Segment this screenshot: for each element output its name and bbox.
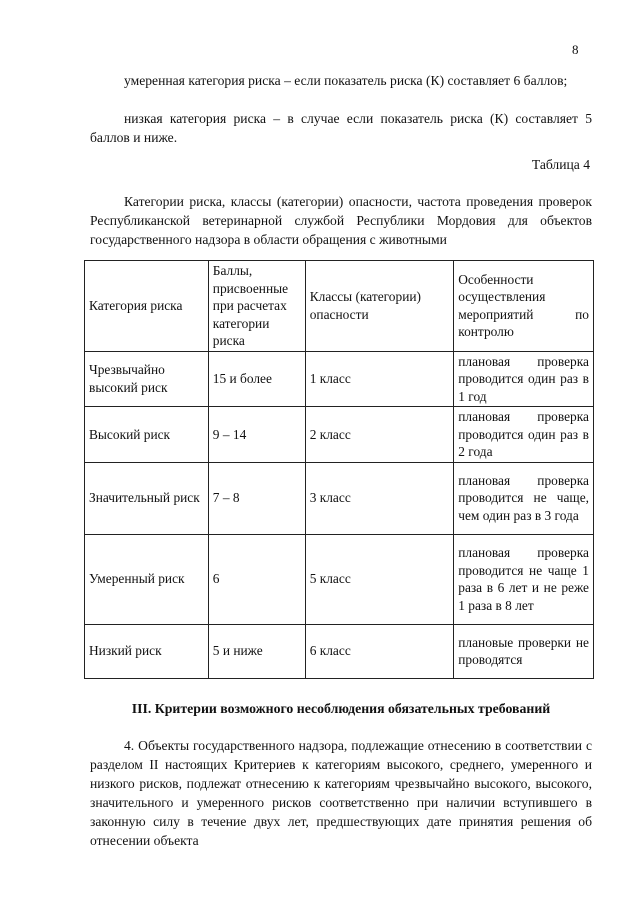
- risk-points-cell: 15 и более: [208, 351, 305, 407]
- risk-category-cell: Умеренный риск: [85, 534, 209, 624]
- table-header-row: [85, 261, 594, 352]
- hazard-class-cell: 3 класс: [305, 462, 454, 534]
- hazard-class-cell: 1 класс: [305, 351, 454, 407]
- header-cell: Баллы, присвоенные при расчетах категории риска: [208, 261, 305, 352]
- risk-category-cell: Значительный риск: [85, 462, 209, 534]
- table-row: [85, 534, 594, 624]
- hazard-class-cell: 5 класс: [305, 534, 454, 624]
- risk-points-cell: 5 и ниже: [208, 624, 305, 678]
- paragraph-4: 4. Объекты государственного надзора, подлежащие отнесению в соответствии с разделом II настоящих Критериев к категориям высокого, среднего, умеренного и низкого рисков, подлежат отнесению к категориям чрезвычайно высокого, высокого, значительного и умеренного рисков соответственно при наличии вступившего в законную силу в течение двух лет, предшествующих дате принятия решения об отнесении объекта: [90, 738, 592, 848]
- inspection-feature-cell: плановая проверка проводится не чаще, чем один раз в 3 года: [454, 462, 594, 534]
- inspection-feature-cell: плановые проверки не проводятся: [454, 624, 594, 678]
- inspection-feature-cell: плановая проверка проводится один раз в 1 год: [454, 351, 594, 407]
- header-cell: Особенности осуществления мероприятий по контролю: [454, 261, 594, 352]
- hazard-class-cell: 6 класс: [305, 624, 454, 678]
- risk-points-cell: 6: [208, 534, 305, 624]
- risk-table: [84, 260, 594, 679]
- hazard-class-cell: 2 класс: [305, 407, 454, 463]
- inspection-feature-cell: плановая проверка проводится один раз в 2 года: [454, 407, 594, 463]
- risk-category-cell: Чрезвычайно высокий риск: [85, 351, 209, 407]
- table-label: Таблица 4: [531, 157, 590, 172]
- table-row: [85, 351, 594, 407]
- risk-category-cell: Высокий риск: [85, 407, 209, 463]
- risk-points-cell: 7 – 8: [208, 462, 305, 534]
- risk-points-cell: 9 – 14: [208, 407, 305, 463]
- table-caption: Категории риска, классы (категории) опасности, частота проведения проверок Республиканской ветеринарной службой Республики Мордовия для объектов государственного надзора в области обращения с животными: [90, 194, 592, 247]
- table-row: [85, 462, 594, 534]
- paragraph-moderate-risk: умеренная категория риска – если показатель риска (К) составляет 6 баллов;: [124, 73, 568, 88]
- page-number: 8: [572, 42, 579, 57]
- header-cell: Классы (категории) опасности: [305, 261, 454, 352]
- risk-category-cell: Низкий риск: [85, 624, 209, 678]
- table-row: [85, 624, 594, 678]
- paragraph-low-risk: низкая категория риска – в случае если показатель риска (К) составляет 5 баллов и ниже.: [90, 111, 592, 145]
- table-row: [85, 407, 594, 463]
- header-cell: Категория риска: [85, 261, 209, 352]
- inspection-feature-cell: плановая проверка проводится не чаще 1 раза в 6 лет и не реже 1 раза в 8 лет: [454, 534, 594, 624]
- section-title: III. Критерии возможного несоблюдения обязательных требований: [131, 701, 551, 716]
